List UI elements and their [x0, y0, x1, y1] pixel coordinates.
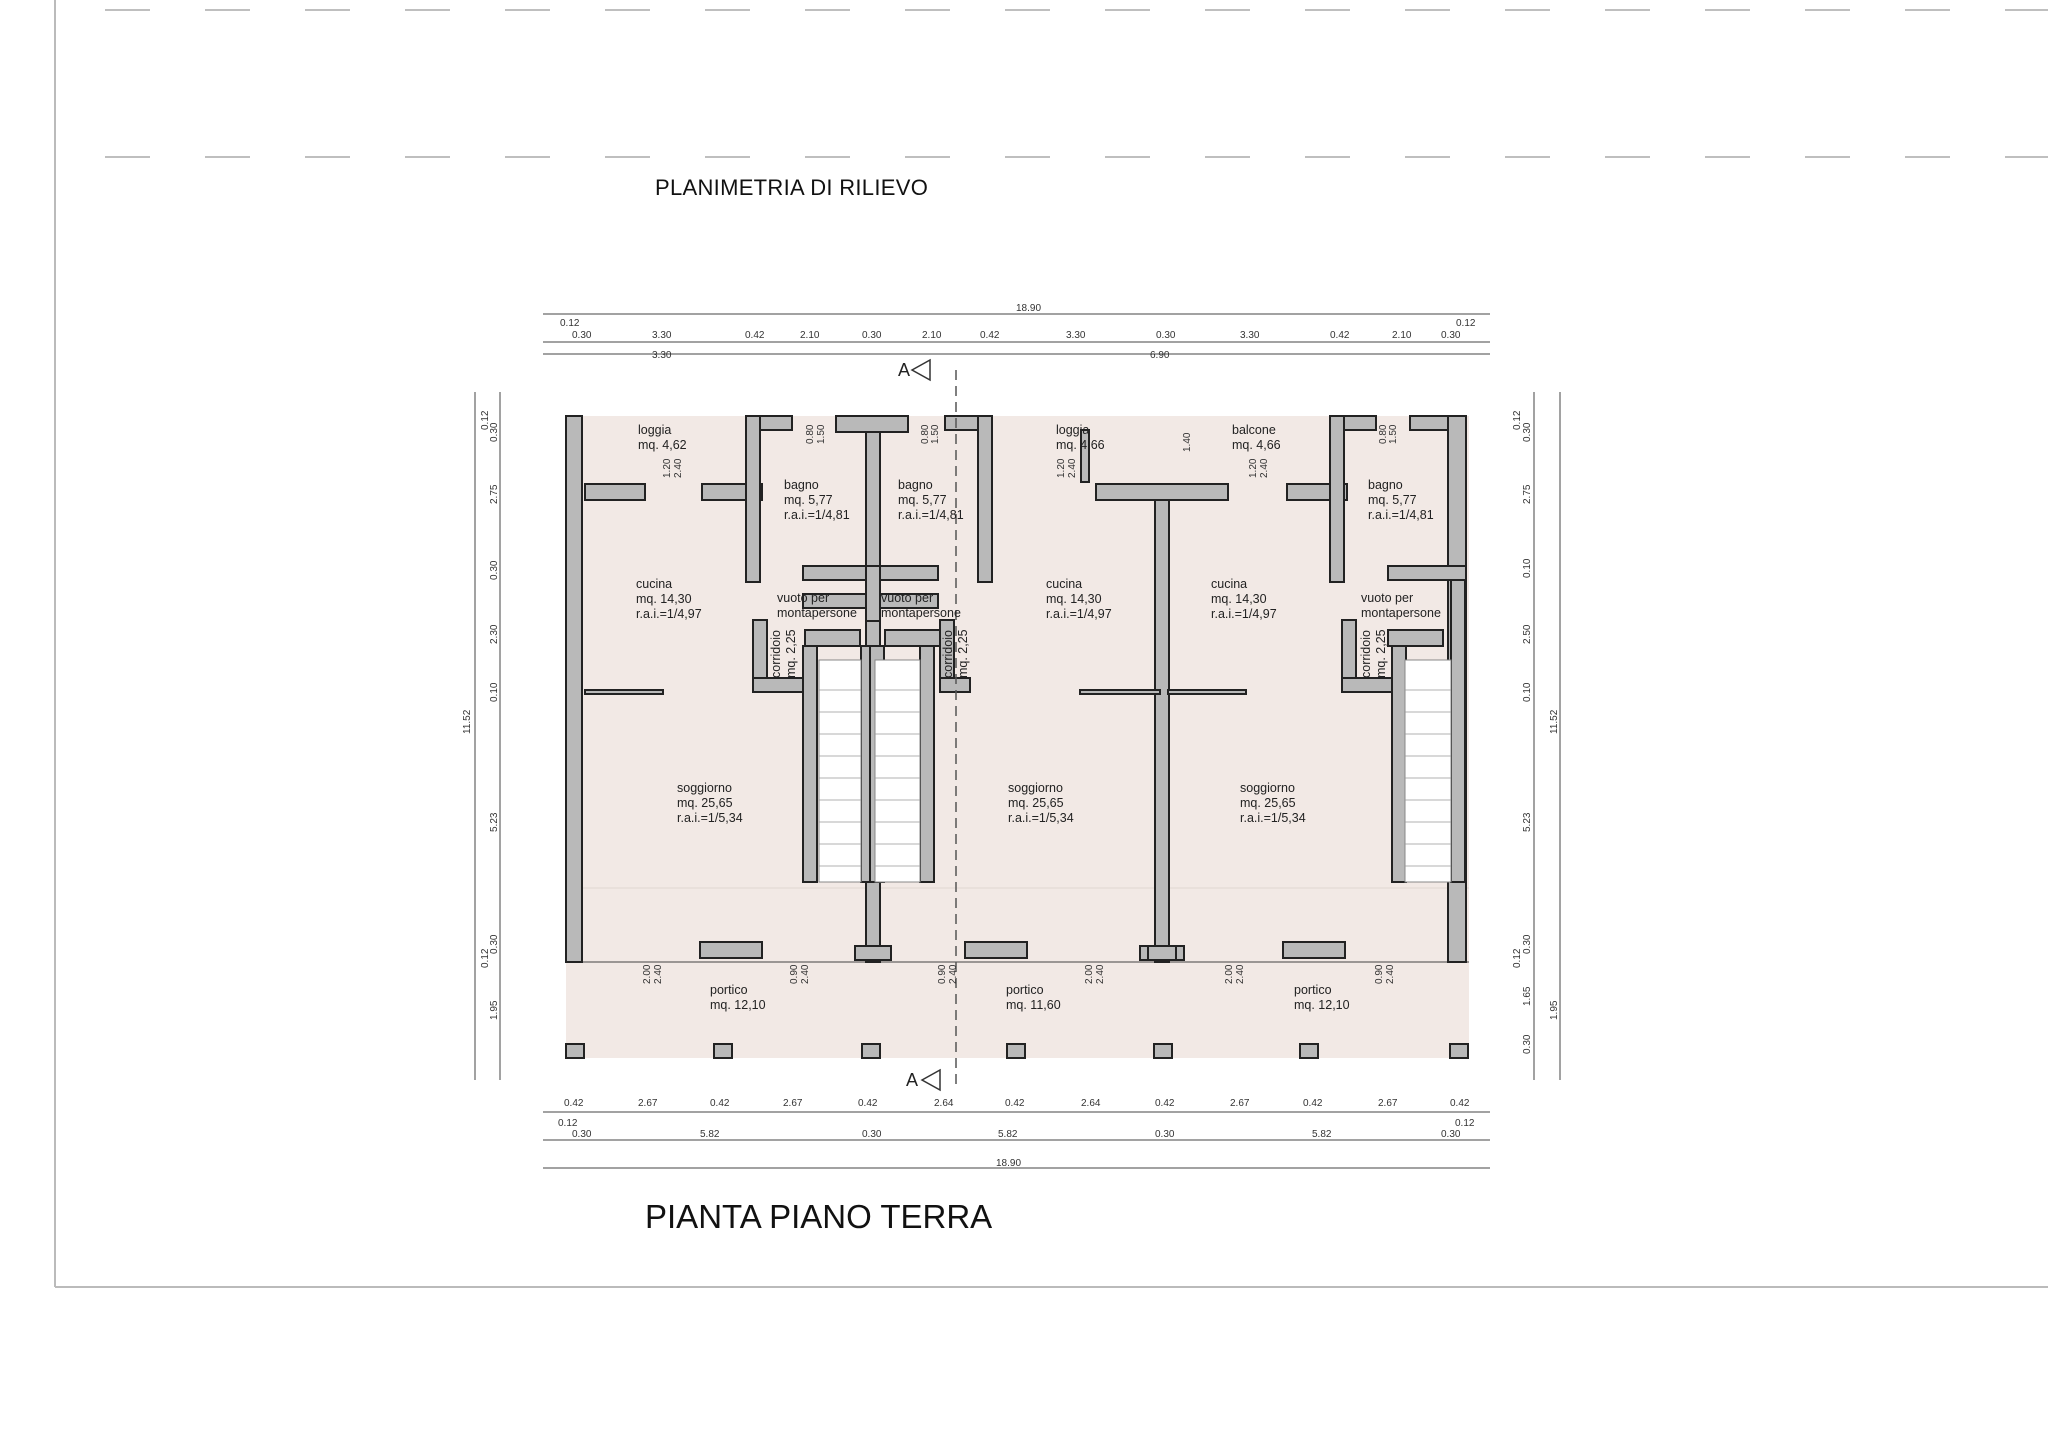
opening-12: 1.40: [1182, 432, 1193, 452]
dim-right-10: 0.30: [1522, 1034, 1533, 1054]
opening-8: 1.20: [1056, 458, 1067, 478]
dim-top-7: 0.42: [980, 330, 1000, 341]
opening-10: 1.20: [1248, 458, 1259, 478]
dim-top-0: 0.12: [560, 318, 580, 329]
opening-5: 1.50: [1388, 424, 1399, 444]
opening-18: 2.40: [948, 964, 959, 984]
dim-bot-1: 2.67: [638, 1098, 658, 1109]
dim-top-5: 0.30: [862, 330, 882, 341]
dim-left-2: 2.75: [489, 484, 500, 504]
dim-left-1: 0.30: [489, 422, 500, 442]
opening-19: 2.00: [1084, 964, 1095, 984]
room-label-line: corridoio: [941, 630, 955, 678]
room-label-line: r.a.i.=1/4,97: [636, 607, 702, 621]
section-arrow-top: [912, 360, 930, 380]
opening-20: 2.40: [1095, 964, 1106, 984]
room-label-line: bagno: [1368, 478, 1403, 492]
room-label-line: corridoio: [769, 630, 783, 678]
room-label-line: mq. 5,77: [784, 493, 833, 507]
dim-bot-sub-5: 0.30: [1155, 1129, 1175, 1140]
section-marker-bottom: A: [906, 1070, 919, 1090]
dim-bot-2: 0.42: [710, 1098, 730, 1109]
dim-bot-sub-2: 5.82: [700, 1129, 720, 1140]
room-label-line: vuoto per: [777, 591, 830, 605]
opening-9: 2.40: [1067, 458, 1078, 478]
room-label-line: mq. 5,77: [1368, 493, 1417, 507]
dim-bot-total: 18.90: [996, 1158, 1022, 1169]
dim-top-2: 3.30: [652, 330, 672, 341]
dim-right-8: 0.12: [1512, 948, 1523, 968]
room-label-line: mq. 25,65: [677, 796, 733, 810]
dim-top-sub-1: 6.90: [1150, 350, 1170, 361]
room-label-line: mq. 12,10: [1294, 998, 1350, 1012]
dim-right-7: 0.30: [1522, 934, 1533, 954]
dim-right-total-b: 11.52: [1549, 709, 1560, 734]
opening-13: 2.00: [642, 964, 653, 984]
room-label-line: loggia: [638, 423, 672, 437]
opening-0: 0.80: [805, 424, 816, 444]
dim-top-total: 18.90: [1016, 303, 1042, 314]
room-label-line: loggia: [1056, 423, 1090, 437]
dim-left-6: 5.23: [489, 812, 500, 832]
section-arrow-bottom: [922, 1070, 940, 1090]
room-label-line: r.a.i.=1/4,81: [1368, 508, 1434, 522]
dim-bot-8: 0.42: [1155, 1098, 1175, 1109]
room-label-corridoio-3: [1359, 629, 1388, 678]
dim-bot-sub-0: 0.12: [558, 1118, 578, 1129]
room-label-line: montapersone: [777, 606, 857, 620]
room-label-line: mq. 11,60: [1006, 998, 1061, 1012]
room-label-line: mq. 4,66: [1232, 438, 1281, 452]
dim-bot-11: 2.67: [1378, 1098, 1398, 1109]
dim-top-12: 2.10: [1392, 330, 1412, 341]
opening-15: 0.90: [789, 964, 800, 984]
dim-left-7: 0.30: [489, 934, 500, 954]
room-label-line: mq. 12,10: [710, 998, 766, 1012]
room-label-line: portico: [1006, 983, 1044, 997]
room-label-line: mq. 14,30: [1046, 592, 1102, 606]
dim-left-4: 2.30: [489, 624, 500, 644]
opening-22: 2.40: [1235, 964, 1246, 984]
room-label-line: r.a.i.=1/4,97: [1046, 607, 1112, 621]
room-label-line: bagno: [898, 478, 933, 492]
dim-bot-5: 2.64: [934, 1098, 954, 1109]
opening-14: 2.40: [653, 964, 664, 984]
room-label-line: r.a.i.=1/5,34: [677, 811, 743, 825]
opening-23: 0.90: [1374, 964, 1385, 984]
opening-4: 0.80: [1378, 424, 1389, 444]
dim-left-9: 1.95: [489, 1000, 500, 1020]
dim-right-5: 0.10: [1522, 682, 1533, 702]
room-label-line: soggiorno: [1240, 781, 1295, 795]
opening-21: 2.00: [1224, 964, 1235, 984]
room-label-corridoio-1: [769, 629, 798, 678]
dim-right-3: 0.10: [1522, 558, 1533, 578]
section-marker-top: A: [898, 360, 911, 380]
room-label-line: mq. 14,30: [636, 592, 692, 606]
room-label-line: r.a.i.=1/4,81: [898, 508, 964, 522]
room-label-line: r.a.i.=1/5,34: [1008, 811, 1074, 825]
dim-top-4: 2.10: [800, 330, 820, 341]
room-label-line: bagno: [784, 478, 819, 492]
dim-left-0: 0.12: [480, 410, 491, 430]
dim-right-1: 0.30: [1522, 422, 1533, 442]
dim-top-sub-0: 3.30: [652, 350, 672, 361]
drawing-subtitle: PLANIMETRIA DI RILIEVO: [655, 175, 929, 200]
room-label-line: cucina: [1211, 577, 1248, 591]
dim-bot-sub-1: 0.30: [572, 1129, 592, 1140]
room-label-corridoio-2: [941, 629, 970, 678]
dim-top-9: 0.30: [1156, 330, 1176, 341]
dim-bot-3: 2.67: [783, 1098, 803, 1109]
room-label-line: mq. 25,65: [1240, 796, 1296, 810]
dim-bot-sub-4: 5.82: [998, 1129, 1018, 1140]
opening-16: 2.40: [800, 964, 811, 984]
dim-bot-6: 0.42: [1005, 1098, 1025, 1109]
drawing-title: PIANTA PIANO TERRA: [645, 1198, 993, 1235]
room-label-line: cucina: [1046, 577, 1083, 591]
room-label-line: soggiorno: [677, 781, 732, 795]
dim-bot-0: 0.42: [564, 1098, 584, 1109]
dim-bot-sub-7: 0.30: [1441, 1129, 1461, 1140]
dim-right-0: 0.12: [1512, 410, 1523, 430]
opening-2: 0.80: [920, 424, 931, 444]
opening-11: 2.40: [1259, 458, 1270, 478]
dim-left-3: 0.30: [489, 560, 500, 580]
dim-left-total: 11.52: [462, 709, 473, 734]
room-label-line: mq. 5,77: [898, 493, 947, 507]
opening-7: 2.40: [673, 458, 684, 478]
dim-top-3: 0.42: [745, 330, 765, 341]
room-label-line: r.a.i.=1/4,81: [784, 508, 850, 522]
dim-bot-sub-3: 0.30: [862, 1129, 882, 1140]
dim-top-14: 0.12: [1456, 318, 1476, 329]
room-label-line: r.a.i.=1/5,34: [1240, 811, 1306, 825]
room-label-line: mq. 2,25: [956, 629, 970, 678]
dim-top-8: 3.30: [1066, 330, 1086, 341]
dim-right-total-a: 1.95: [1549, 1000, 1560, 1020]
room-label-line: portico: [1294, 983, 1332, 997]
opening-17: 0.90: [937, 964, 948, 984]
opening-6: 1.20: [662, 458, 673, 478]
room-label-line: mq. 25,65: [1008, 796, 1064, 810]
dim-right-6: 5.23: [1522, 812, 1533, 832]
dim-left-8: 0.12: [480, 948, 491, 968]
room-label-line: mq. 4,66: [1056, 438, 1105, 452]
dim-right-4: 2.50: [1522, 624, 1533, 644]
dim-top-1: 0.30: [572, 330, 592, 341]
dim-bot-4: 0.42: [858, 1098, 878, 1109]
dim-top-10: 3.30: [1240, 330, 1260, 341]
opening-24: 2.40: [1385, 964, 1396, 984]
dim-bot-sub-8: 0.12: [1455, 1118, 1475, 1129]
room-label-line: vuoto per: [881, 591, 934, 605]
room-label-balcone: [1232, 423, 1281, 452]
opening-1: 1.50: [816, 424, 827, 444]
room-label-line: montapersone: [881, 606, 961, 620]
room-label-line: corridoio: [1359, 630, 1373, 678]
room-label-line: vuoto per: [1361, 591, 1414, 605]
room-label-line: mq. 14,30: [1211, 592, 1267, 606]
dim-bot-12: 0.42: [1450, 1098, 1470, 1109]
dim-right-2: 2.75: [1522, 484, 1533, 504]
room-label-line: r.a.i.=1/4,97: [1211, 607, 1277, 621]
room-label-line: soggiorno: [1008, 781, 1063, 795]
dim-bot-9: 2.67: [1230, 1098, 1250, 1109]
room-label-line: mq. 2,25: [784, 629, 798, 678]
dim-left-5: 0.10: [489, 682, 500, 702]
dim-right-9: 1.65: [1522, 986, 1533, 1006]
opening-3: 1.50: [930, 424, 941, 444]
room-label-line: portico: [710, 983, 748, 997]
room-label-line: mq. 4,62: [638, 438, 687, 452]
dim-bot-sub-6: 5.82: [1312, 1129, 1332, 1140]
dim-top-11: 0.42: [1330, 330, 1350, 341]
room-label-line: cucina: [636, 577, 673, 591]
room-label-line: montapersone: [1361, 606, 1441, 620]
dim-top-13: 0.30: [1441, 330, 1461, 341]
room-label-line: mq. 2,25: [1374, 629, 1388, 678]
dim-bot-7: 2.64: [1081, 1098, 1101, 1109]
dim-top-6: 2.10: [922, 330, 942, 341]
room-label-line: balcone: [1232, 423, 1276, 437]
dim-bot-10: 0.42: [1303, 1098, 1323, 1109]
